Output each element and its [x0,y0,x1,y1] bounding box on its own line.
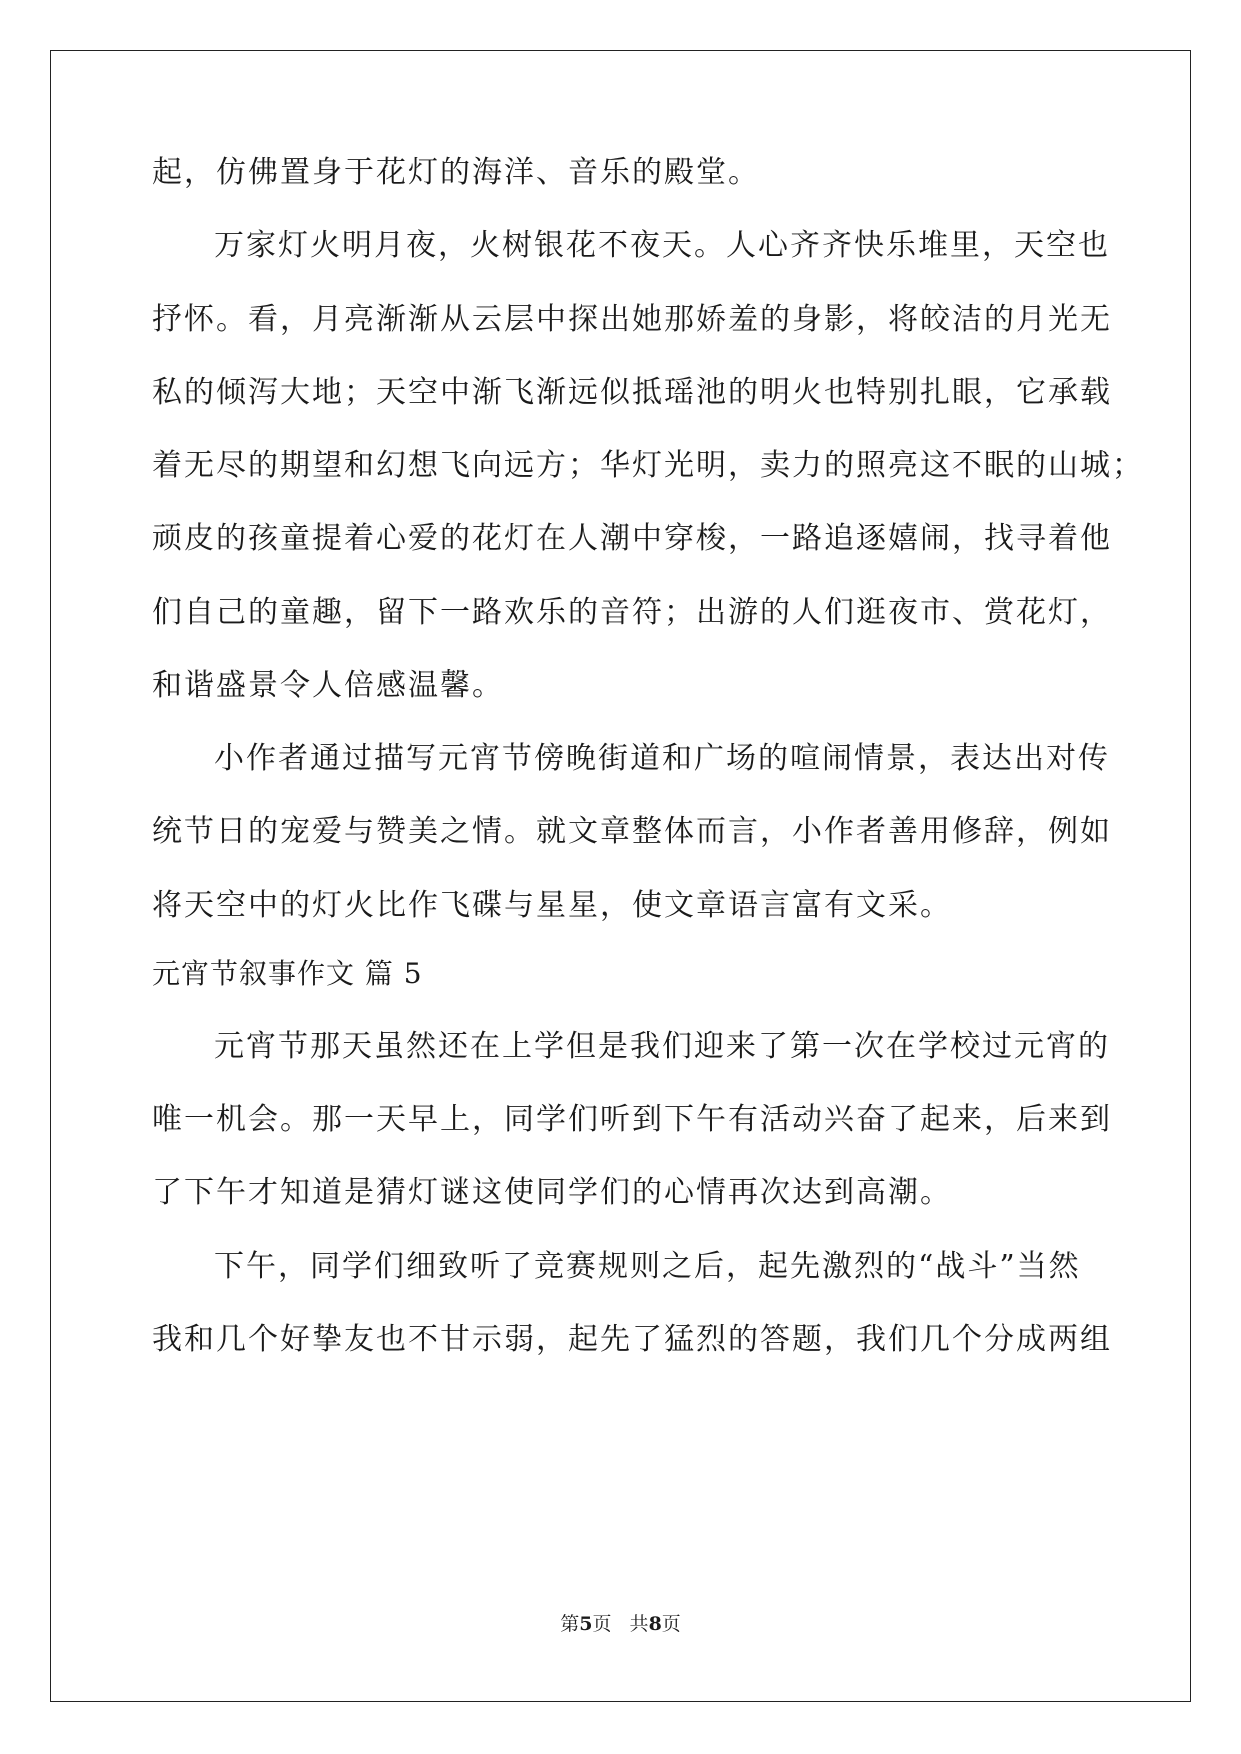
footer-suffix: 页 [661,1613,681,1635]
paragraph-start: 元宵节那天虽然还在上学但是我们迎来了第一次在学校过元宵的 [214,1029,1110,1064]
page-border [50,50,1191,1702]
section-heading: 元宵节叙事作文 篇 5 [152,957,423,990]
text-line: 和谐盛景令人倍感温馨。 [152,668,504,703]
text-line: 们自己的童趣，留下一路欢乐的音符；出游的人们逛夜市、赏花灯， [152,595,1112,630]
text-line: 着无尽的期望和幻想飞向远方；华灯光明，卖力的照亮这不眠的山城； [152,448,1144,483]
text-line: 抒怀。看，月亮渐渐从云层中探出她那娇羞的身影，将皎洁的月光无 [152,302,1112,337]
text-line: 了下午才知道是猜灯谜这使同学们的心情再次达到高潮。 [152,1175,952,1210]
paragraph-start: 下午，同学们细致听了竞赛规则之后，起先激烈的“战斗”当然 [214,1249,1081,1284]
current-page-number: 5 [579,1613,593,1635]
text-line: 将天空中的灯火比作飞碟与星星，使文章语言富有文采。 [152,888,952,923]
text-line: 顽皮的孩童提着心爱的花灯在人潮中穿梭，一路追逐嬉闹，找寻着他 [152,521,1112,556]
text-line: 起，仿佛置身于花灯的海洋、音乐的殿堂。 [152,155,760,190]
paragraph-start: 小作者通过描写元宵节傍晚街道和广场的喧闹情景，表达出对传 [214,741,1110,776]
paragraph-start: 万家灯火明月夜，火树银花不夜天。人心齐齐快乐堆里，天空也 [214,228,1110,263]
total-page-number: 8 [648,1613,662,1635]
text-line: 私的倾泻大地；天空中渐飞渐远似抵瑶池的明火也特别扎眼，它承载 [152,375,1112,410]
text-line: 我和几个好挚友也不甘示弱，起先了猛烈的答题，我们几个分成两组 [152,1322,1112,1357]
footer-mid: 页 共 [592,1613,649,1635]
footer-prefix: 第 [560,1613,580,1635]
text-line: 统节日的宠爱与赞美之情。就文章整体而言，小作者善用修辞，例如 [152,814,1112,849]
text-line: 唯一机会。那一天早上，同学们听到下午有活动兴奋了起来，后来到 [152,1102,1112,1137]
page-footer [0,1612,1241,1636]
